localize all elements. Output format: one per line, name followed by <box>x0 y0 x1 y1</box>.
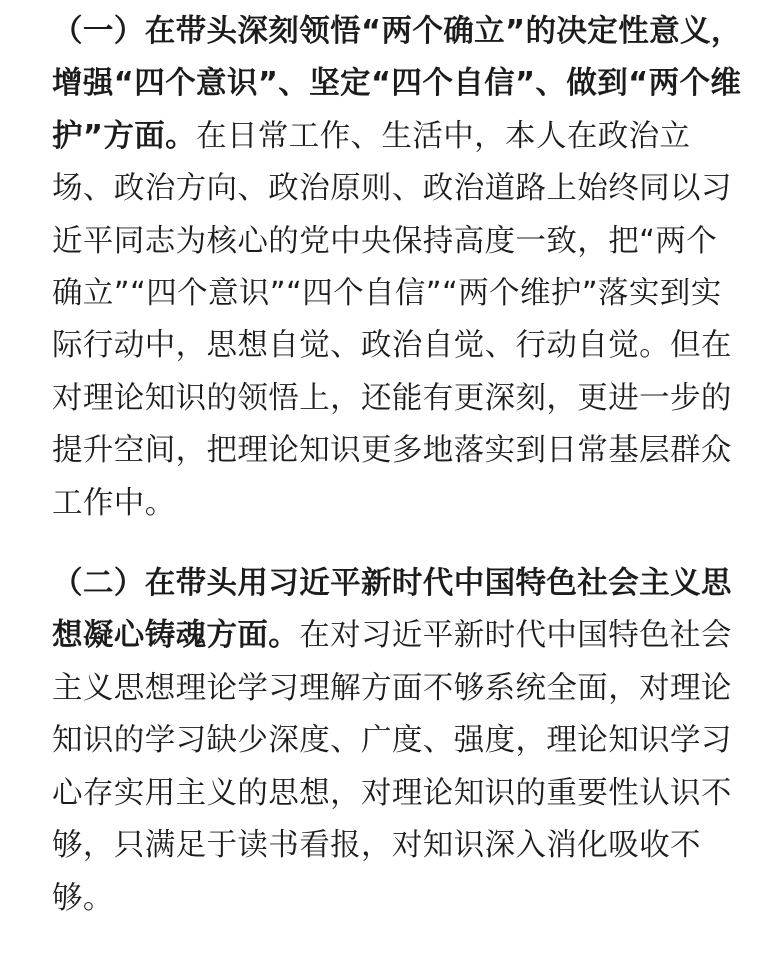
paragraph-1-heading: （一）在带头深刻领悟“两个确立”的决定性意义，增强“四个意识”、坚定“四个自信”、做到“两个维护”方面。 <box>52 14 742 154</box>
paragraph-2 <box>52 558 742 925</box>
paragraph-1-body: 在日常工作、生活中，本人在政治立场、政治方向、政治原则、政治道路上始终同以习近平同志为核心的党中央保持高度一致，把“两个确立”“四个意识”“四个自信”“两个维护”落实到实际行动中，思想自觉、政治自觉、行动自觉。但在对理论知识的领悟上，还能有更深刻，更进一步的提升空间，把理论知识更多地落实到日常基层群众工作中。 <box>52 118 732 521</box>
paragraph-1 <box>52 6 742 530</box>
paragraph-2-heading: （二）在带头用习近平新时代中国特色社会主义思想凝心铸魂方面。 <box>52 566 732 654</box>
paragraph-2-body: 在对习近平新时代中国特色社会主义思想理论学习理解方面不够系统全面，对理论知识的学习缺少深度、广度、强度，理论知识学习心存实用主义的思想，对理论知识的重要性认识不够，只满足于读书看报，对知识深入消化吸收不够。 <box>52 618 732 916</box>
